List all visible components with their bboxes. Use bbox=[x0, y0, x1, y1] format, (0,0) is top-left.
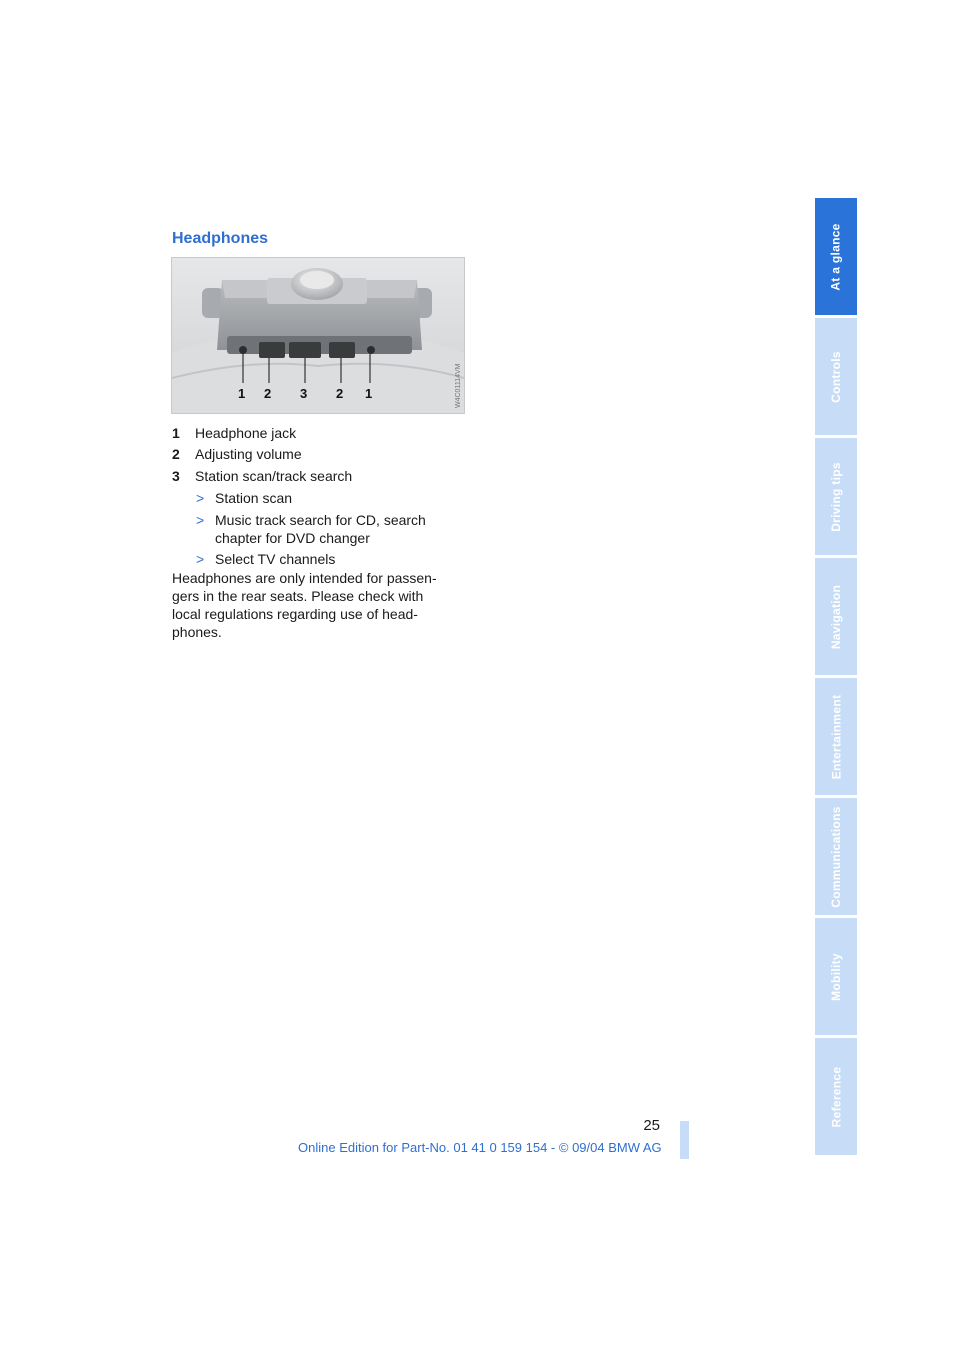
tab-reference[interactable] bbox=[815, 1038, 857, 1155]
callout-1-left: 1 bbox=[238, 386, 246, 401]
sub-item-text: Music track search for CD, search bbox=[215, 512, 426, 528]
tab-driving-tips[interactable] bbox=[815, 438, 857, 555]
console-illustration bbox=[172, 258, 464, 413]
tab-label: Navigation bbox=[829, 584, 843, 649]
bullet-arrow-icon: > bbox=[196, 551, 205, 567]
sub-item-select-tv-channels bbox=[196, 550, 466, 568]
legend-number: 2 bbox=[172, 446, 180, 462]
paragraph-line: gers in the rear seats. Please check with bbox=[172, 588, 424, 604]
tab-mobility[interactable] bbox=[815, 918, 857, 1035]
footer-edition-text: Online Edition for Part-No. 01 41 0 159 154 - © 09/04 BMW AG bbox=[298, 1140, 662, 1155]
sub-item-text: chapter for DVD changer bbox=[215, 530, 370, 546]
page-number: 25 bbox=[643, 1117, 660, 1134]
callout-2-right: 2 bbox=[336, 386, 344, 401]
legend-text: Station scan/track search bbox=[195, 468, 353, 484]
legend-number: 1 bbox=[172, 425, 180, 441]
tab-label: Mobility bbox=[829, 952, 844, 1001]
sub-item-text: Select TV channels bbox=[215, 551, 336, 567]
tab-label: Controls bbox=[829, 350, 844, 403]
bullet-arrow-icon: > bbox=[196, 490, 205, 506]
headphone-console-figure bbox=[171, 257, 465, 414]
tab-label: Entertainment bbox=[829, 694, 844, 779]
sub-item-text: Station scan bbox=[215, 490, 293, 506]
tab-at-a-glance[interactable] bbox=[815, 198, 857, 315]
bullet-arrow-icon: > bbox=[196, 512, 205, 528]
figure-code: W4C01114VM bbox=[455, 363, 462, 408]
legend-item-station-scan-track-search bbox=[172, 467, 352, 485]
callout-3: 3 bbox=[300, 386, 308, 401]
tab-communications[interactable] bbox=[815, 798, 857, 915]
tab-label: Reference bbox=[829, 1066, 844, 1127]
paragraph-line: phones. bbox=[172, 624, 222, 640]
legend-item-headphone-jack bbox=[172, 424, 296, 442]
legend-text: Headphone jack bbox=[195, 425, 297, 441]
sub-item-station-scan bbox=[196, 489, 466, 507]
paragraph-line: local regulations regarding use of head- bbox=[172, 606, 418, 622]
tab-label: Driving tips bbox=[829, 461, 844, 532]
headphones-note-paragraph bbox=[172, 569, 472, 641]
tab-controls[interactable] bbox=[815, 318, 857, 435]
legend-number: 3 bbox=[172, 468, 180, 484]
callout-1-right: 1 bbox=[365, 386, 373, 401]
page-number-bar bbox=[680, 1121, 689, 1159]
sub-item-music-track-search bbox=[196, 511, 466, 547]
section-title: Headphones bbox=[172, 230, 269, 247]
legend-text: Adjusting volume bbox=[195, 446, 302, 462]
tab-navigation[interactable] bbox=[815, 558, 857, 675]
tab-entertainment[interactable] bbox=[815, 678, 857, 795]
legend-item-adjusting-volume bbox=[172, 445, 302, 463]
paragraph-line: Headphones are only intended for passen- bbox=[172, 570, 437, 586]
callout-2-left: 2 bbox=[264, 386, 272, 401]
tab-label: At a glance bbox=[829, 222, 844, 291]
tab-label: Communications bbox=[829, 805, 844, 908]
